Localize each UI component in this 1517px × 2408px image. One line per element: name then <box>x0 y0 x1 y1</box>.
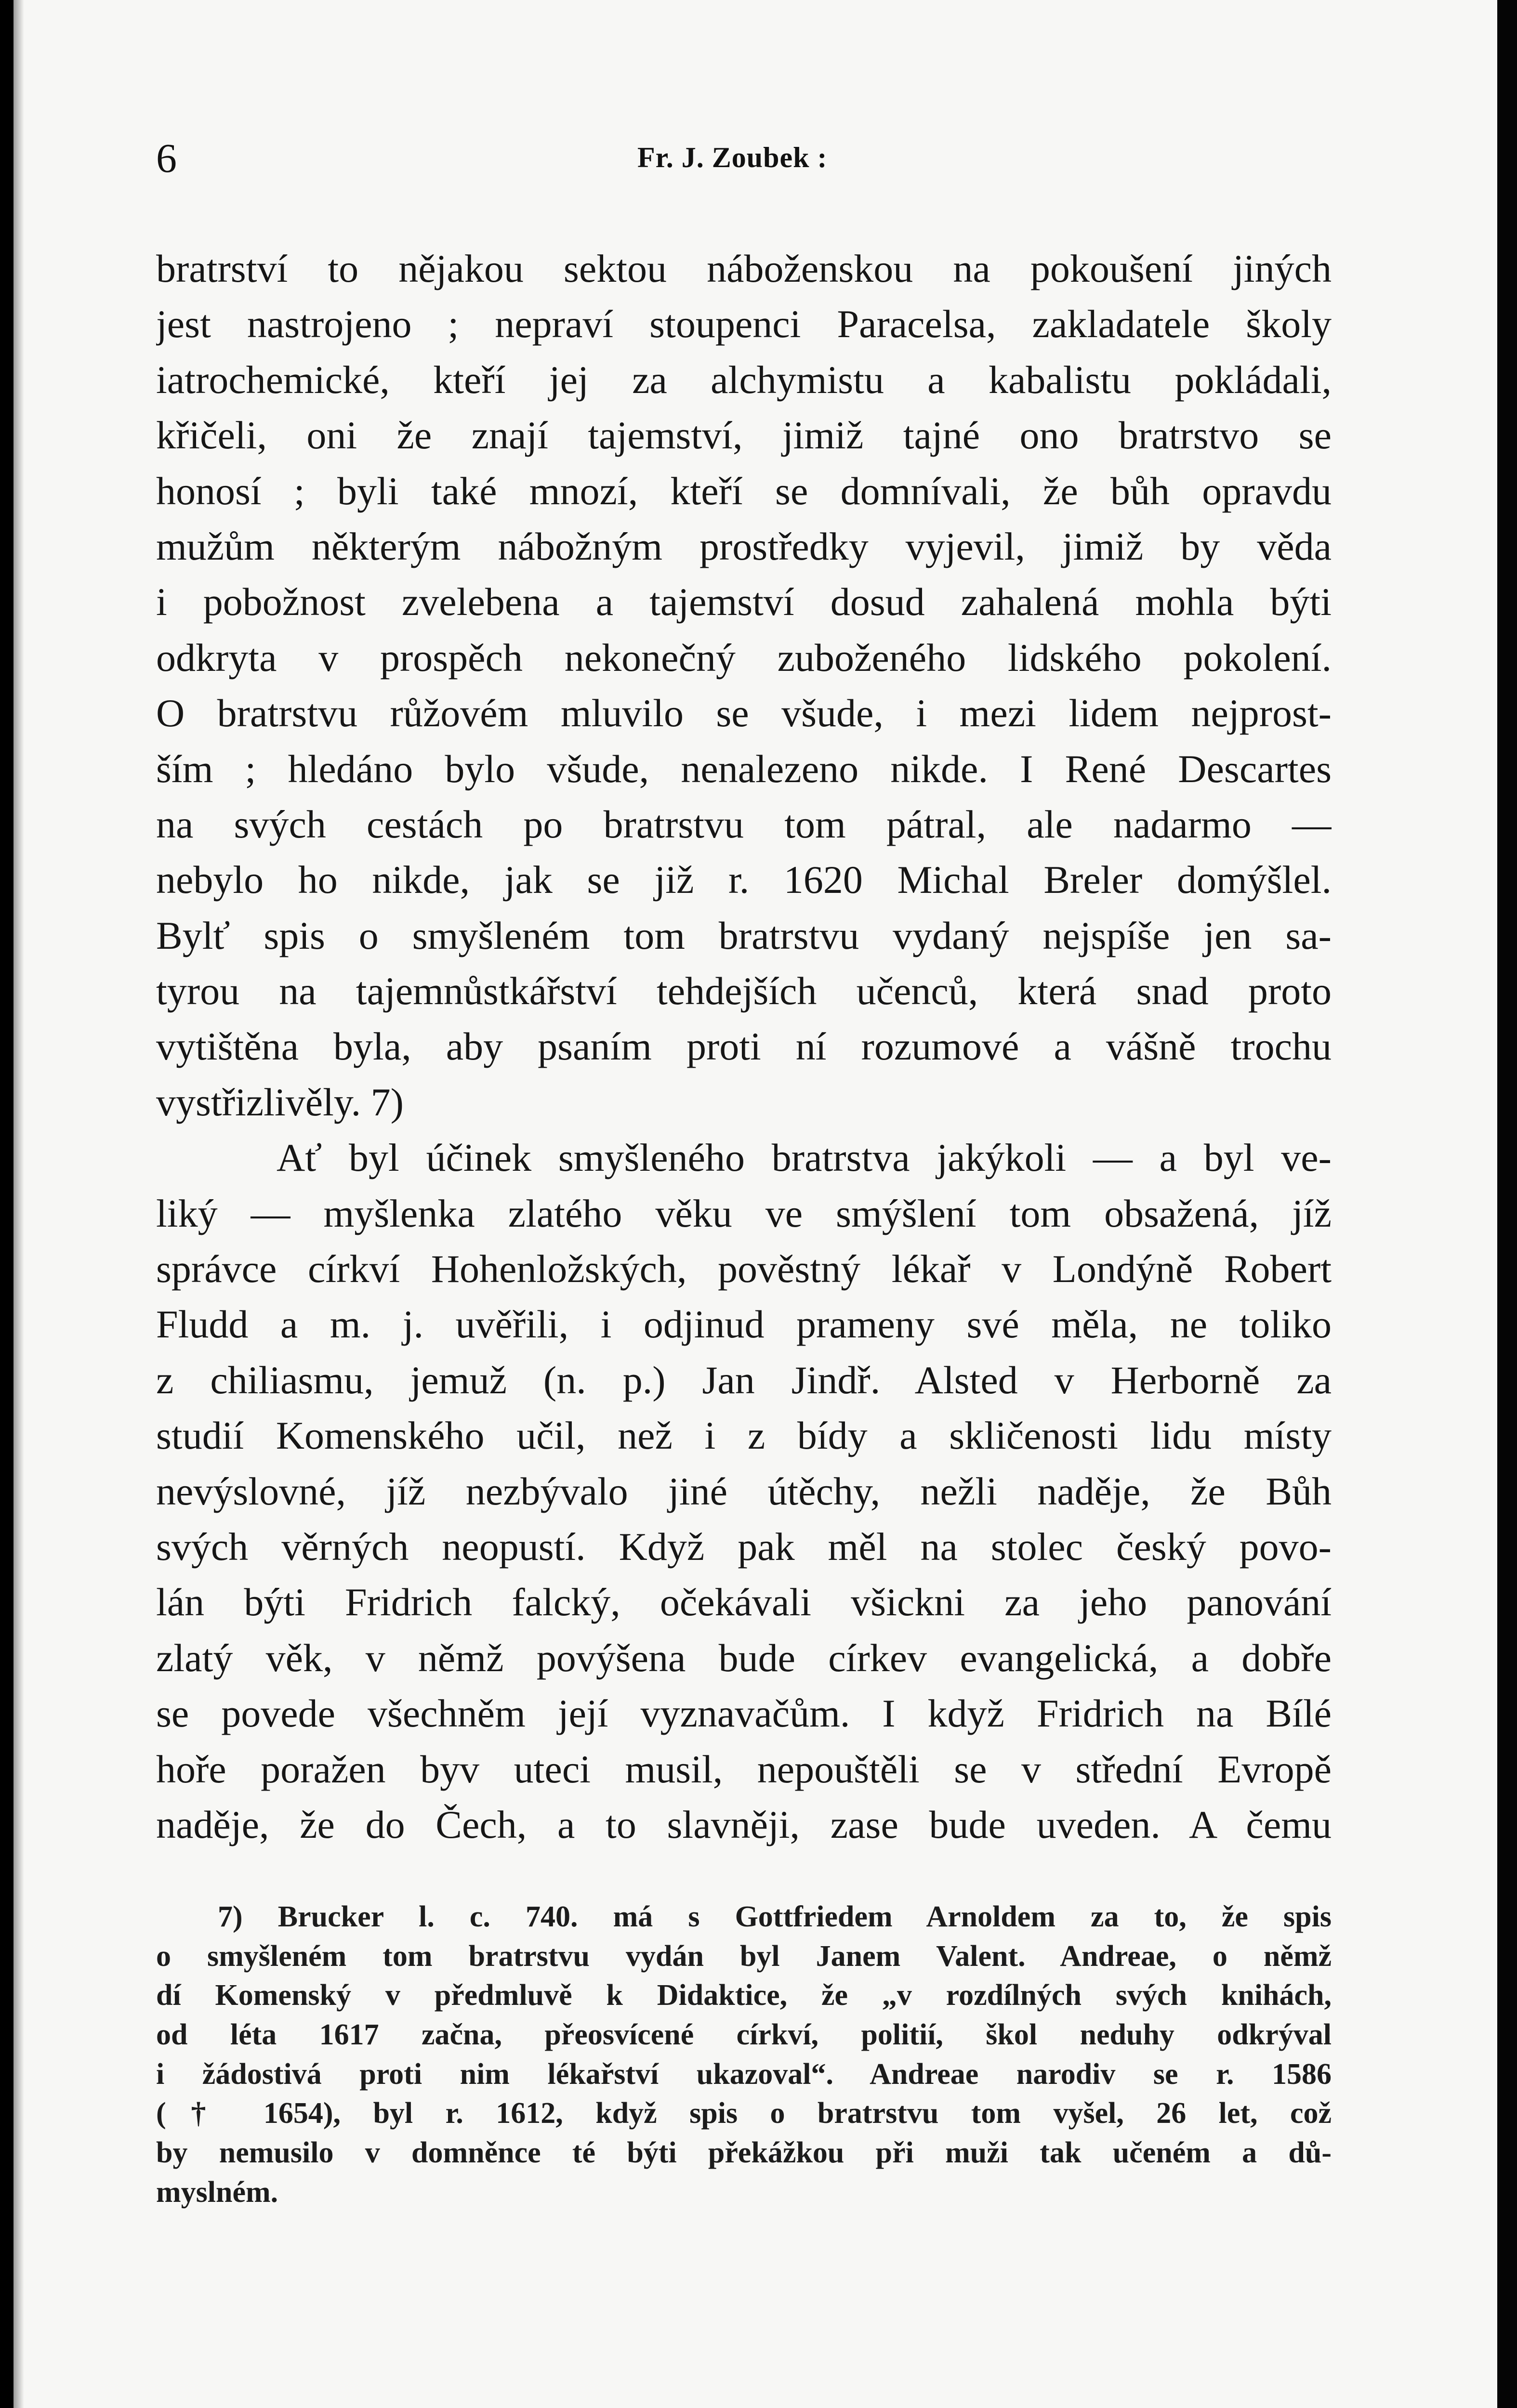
text-line: správce církví Hohenložských, pověstný lékař v Londýně Robert <box>156 1247 1332 1291</box>
page-number: 6 <box>156 135 177 181</box>
text-line: i pobožnost zvelebena a tajemství dosud zahalená mohla býti <box>156 580 1332 624</box>
scan-right-border <box>1497 0 1517 2408</box>
footnote-line: od léta 1617 začna, přeosvícené církví, politií, škol neduhy odkrýval <box>156 2018 1332 2052</box>
text-line: křičeli, oni že znají tajemství, jimiž tajné ono bratrstvo se <box>156 413 1332 458</box>
text-line: odkryta v prospěch nekonečný zuboženého lidského pokolení. <box>156 635 1332 680</box>
text-line: nevýslovné, jíž nezbývalo jiné útěchy, nežli naděje, že Bůh <box>156 1469 1332 1513</box>
text-line: iatrochemické, kteří jej za alchymistu a kabalistu pokládali, <box>156 357 1332 402</box>
text-line: tyrou na tajemnůstkářství tehdejších učenců, která snad proto <box>156 969 1332 1013</box>
footnote-line-end: myslném. <box>156 2175 278 2209</box>
text-line: ším ; hledáno bylo všude, nenalezeno nikde. I René Descartes <box>156 746 1332 791</box>
text-line: O bratrstvu růžovém mluvilo se všude, i mezi lidem nejprost- <box>156 691 1332 735</box>
text-line: Bylť spis o smyšleném tom bratrstvu vydaný nejspíše jen sa- <box>156 913 1332 957</box>
footnote-line: dí Komenský v předmluvě k Didaktice, že „v rozdílných svých knihách, <box>156 1979 1332 2012</box>
text-line-paragraph-start: Ať byl účinek smyšleného bratrstva jakýkoli — a byl ve- <box>277 1136 1332 1180</box>
text-line: naděje, že do Čech, a to slavněji, zase bude uveden. A čemu <box>156 1802 1332 1846</box>
text-line: na svých cestách po bratrstvu tom pátral, ale nadarmo — <box>156 802 1332 846</box>
text-line: bratrství to nějakou sektou náboženskou na pokoušení jiných <box>156 247 1332 290</box>
document-page <box>13 0 1497 2408</box>
text-line: lán býti Fridrich falcký, očekávali všickni za jeho panování <box>156 1580 1332 1624</box>
page-header <box>13 137 1497 205</box>
text-line: honosí ; byli také mnozí, kteří se domnívali, že bůh opravdu <box>156 469 1332 513</box>
footnote-line: o smyšleném tom bratrstvu vydán byl Janem Valent. Andreae, o němž <box>156 1939 1332 1973</box>
page-binding-shadow <box>13 0 24 2408</box>
footnote-line: i žádostivá proti nim lékařství ukazoval“. Andreae narodiv se r. 1586 <box>156 2057 1332 2091</box>
text-line: vytištěna byla, aby psaním proti ní rozumové a vášně trochu <box>156 1024 1332 1069</box>
text-line: Fludd a m. j. uvěřili, i odjinud prameny své měla, ne toliko <box>156 1302 1332 1347</box>
text-line: zlatý věk, v němž povýšena bude církev evangelická, a dobře <box>156 1636 1332 1680</box>
body-text <box>156 241 1332 1852</box>
text-line: se povede všechněm její vyznavačům. I když Fridrich na Bílé <box>156 1691 1332 1736</box>
text-line: nebylo ho nikde, jak se již r. 1620 Michal Breler domýšlel. <box>156 858 1332 902</box>
text-line: jest nastrojeno ; nepraví stoupenci Paracelsa, zakladatele školy <box>156 302 1332 346</box>
text-line: studií Komenského učil, než i z bídy a skličenosti lidu místy <box>156 1413 1332 1458</box>
text-line-paragraph-end: vystřizlivěly. 7) <box>156 1080 404 1124</box>
footnote-line: 7) Brucker l. c. 740. má s Gottfriedem Arnoldem za to, že spis <box>218 1900 1332 1933</box>
footnote-line: († 1654), byl r. 1612, když spis o bratrstvu tom vyšel, 26 let, což <box>156 2097 1332 2130</box>
text-line: mužům některým nábožným prostředky vyjevil, jimiž by věda <box>156 524 1332 568</box>
running-title: Fr. J. Zoubek : <box>637 142 828 173</box>
footnotes <box>156 1898 1332 2212</box>
text-line: z chiliasmu, jemuž (n. p.) Jan Jindř. Alsted v Herborně za <box>156 1358 1332 1402</box>
footnote-line: by nemusilo v domněnce té býti překážkou při muži tak učeném a dů- <box>156 2136 1332 2170</box>
text-line: hoře poražen byv uteci musil, nepouštěli se v střední Evropě <box>156 1747 1332 1791</box>
text-line: svých věrných neopustí. Když pak měl na stolec český povo- <box>156 1524 1332 1569</box>
text-line: liký — myšlenka zlatého věku ve smýšlení tom obsažená, jíž <box>156 1191 1332 1235</box>
